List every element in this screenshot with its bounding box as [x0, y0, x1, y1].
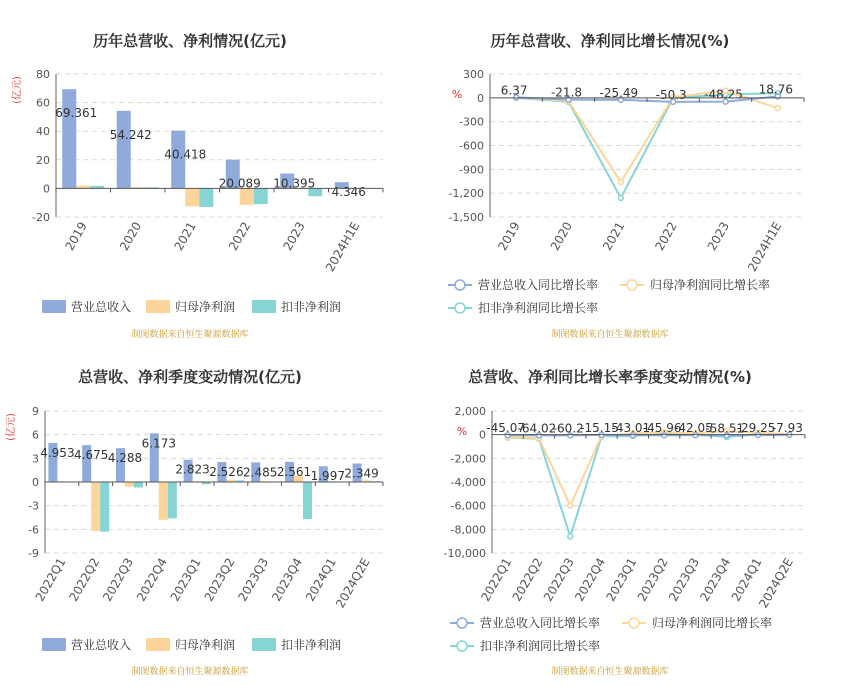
y-tick-label: 80	[36, 68, 50, 81]
bar-3-2022Q4	[168, 482, 177, 518]
data-label: 4.288	[107, 451, 143, 466]
x-tick-label: 2022Q1	[32, 555, 69, 604]
x-tick-label: 2019	[495, 219, 523, 253]
y-tick-label: -8,000	[450, 523, 486, 537]
y-tick-label: 9	[32, 405, 39, 418]
data-label: 18.76	[758, 82, 794, 97]
x-tick-label: 2022Q3	[540, 555, 577, 604]
y-axis-unit: %	[451, 88, 463, 101]
x-tick-label: 2023	[280, 219, 308, 253]
legend-swatch	[146, 300, 170, 313]
y-tick-label: 3	[32, 452, 39, 466]
y-tick-label: 20	[36, 153, 50, 167]
y-tick-label: -300	[459, 115, 484, 129]
x-tick-label: 2019	[62, 219, 90, 253]
x-tick-label: 2024H1E	[322, 219, 363, 274]
data-label: 2.485	[243, 465, 278, 480]
y-tick-label: 6	[32, 428, 39, 442]
x-tick-label: 2022Q3	[100, 555, 137, 604]
x-tick-label: 2024Q2E	[756, 555, 796, 611]
y-tick-label: 2,000	[454, 405, 486, 418]
chart-title: 历年总营收、净利同比增长情况(%)	[490, 32, 730, 50]
data-label: 69.361	[55, 106, 98, 121]
data-label: -29.25	[736, 421, 776, 436]
x-tick-label: 2023Q1	[603, 555, 640, 604]
data-label: -60.2	[552, 421, 584, 436]
data-label: 4.953	[40, 445, 75, 460]
data-label: -45.96	[642, 421, 682, 436]
y-tick-label: -1,200	[448, 187, 484, 201]
y-tick-label: 0	[43, 182, 50, 196]
bar-1-2019	[62, 89, 76, 188]
x-tick-label: 2020	[116, 219, 145, 253]
x-tick-label: 2022	[225, 219, 254, 253]
bar-2-2021	[185, 188, 199, 206]
chart-panel-4	[444, 368, 805, 677]
y-axis-unit: (亿元)	[6, 413, 17, 441]
data-label: -45.07	[486, 421, 525, 436]
x-tick-label: 2023Q2	[634, 555, 671, 604]
y-tick-label: 0	[479, 428, 486, 442]
x-tick-label: 2022Q4	[572, 555, 609, 604]
legend-swatch-marker	[455, 303, 465, 313]
y-axis-unit: (亿元)	[12, 76, 23, 104]
legend-swatch	[42, 638, 66, 651]
source-note: 制图数据来自恒生聚源数据库	[131, 330, 249, 340]
x-tick-label: 2022Q2	[66, 555, 103, 604]
y-tick-label: 0	[477, 91, 484, 105]
x-tick-label: 2021	[600, 219, 628, 253]
data-label: -43.01	[611, 421, 651, 436]
series-point-3	[618, 195, 623, 200]
legend-label: 归母净利润	[175, 638, 236, 652]
bar-3-2022Q3	[134, 482, 143, 488]
chart-title: 总营收、净利季度变动情况(亿元)	[78, 368, 302, 386]
x-tick-label: 2021	[171, 219, 199, 253]
chart-panel-3	[4, 368, 383, 677]
series-line-3	[508, 434, 790, 536]
data-label: -21.8	[550, 85, 583, 100]
x-tick-label: 2020	[547, 219, 576, 253]
bar-2-2022	[240, 188, 254, 204]
series-point-2	[618, 180, 623, 185]
data-label: 2.823	[175, 462, 210, 477]
x-tick-label: 2023Q3	[666, 555, 703, 604]
y-tick-label: -4,000	[450, 476, 486, 489]
chart-title: 历年总营收、净利情况(亿元)	[93, 32, 287, 50]
bar-3-2022	[254, 188, 268, 204]
data-label: 6.37	[500, 83, 528, 98]
data-label: -25.49	[599, 85, 639, 100]
legend-label: 营业总收入同比增长率	[480, 616, 601, 630]
data-label: 4.675	[74, 448, 109, 463]
legend-swatch	[252, 638, 276, 651]
legend-swatch	[42, 300, 66, 313]
legend-label: 营业总收入	[71, 638, 132, 652]
x-tick-label: 2022Q2	[509, 555, 546, 604]
y-tick-label: -600	[459, 139, 484, 153]
y-tick-label: -6	[28, 523, 39, 537]
legend-label: 归母净利润同比增长率	[650, 278, 771, 292]
x-tick-label: 2024H1E	[744, 219, 785, 274]
x-tick-label: 2023Q1	[167, 555, 204, 604]
data-label: 2.526	[209, 465, 244, 480]
x-tick-label: 2023Q3	[235, 555, 272, 604]
x-tick-label: 2022Q1	[478, 555, 515, 604]
data-label: 2.349	[344, 466, 379, 481]
bar-2-2022Q2	[91, 482, 100, 531]
data-label: -7.93	[771, 420, 803, 435]
data-label: 2.561	[276, 464, 312, 479]
legend-label: 扣非净利润同比增长率	[478, 301, 599, 315]
data-label: 1.997	[310, 469, 345, 484]
y-tick-label: -900	[459, 163, 484, 177]
data-label: -58.51	[705, 421, 745, 436]
legend-swatch	[252, 300, 276, 313]
bar-2-2022Q4	[159, 482, 168, 520]
data-label: 4.346	[331, 185, 366, 200]
y-tick-label: 40	[36, 125, 50, 139]
y-tick-label: -2,000	[450, 452, 486, 466]
legend-label: 归母净利润	[175, 300, 236, 314]
legend-swatch-marker	[627, 280, 637, 290]
bar-2-2022Q3	[125, 482, 134, 487]
x-tick-label: 2024Q1	[728, 555, 765, 604]
x-tick-label: 2022Q4	[133, 555, 170, 604]
legend-label: 扣非净利润	[281, 638, 342, 652]
legend-swatch-marker	[457, 618, 467, 628]
data-label: 10.395	[273, 176, 316, 191]
y-tick-label: -6,000	[450, 499, 486, 513]
x-tick-label: 2023	[704, 219, 733, 253]
y-tick-label: 60	[36, 96, 50, 110]
bar-3-2023Q4	[303, 482, 312, 519]
chart-panel-2	[448, 32, 804, 340]
x-tick-label: 2023Q4	[269, 555, 306, 604]
legend-swatch-marker	[455, 280, 465, 290]
y-tick-label: 0	[32, 476, 39, 489]
y-tick-label: 300	[463, 68, 484, 81]
legend-label: 营业总收入	[71, 300, 132, 314]
y-tick-label: -3	[28, 499, 39, 513]
data-label: -48.25	[704, 87, 743, 102]
source-note: 制图数据来自恒生聚源数据库	[131, 667, 249, 677]
y-tick-label: -20	[32, 211, 50, 224]
legend-label: 营业总收入同比增长率	[478, 278, 599, 292]
y-axis-unit: %	[456, 425, 468, 438]
x-tick-label: 2023Q2	[201, 555, 238, 604]
series-point-3	[568, 534, 573, 539]
x-tick-label: 2024Q2E	[332, 555, 373, 611]
chart-panel-1	[10, 32, 383, 340]
x-tick-label: 2022	[652, 219, 680, 253]
legend-swatch-marker	[457, 641, 467, 651]
source-note: 制图数据来自恒生聚源数据库	[551, 667, 669, 677]
legend-label: 扣非净利润	[281, 300, 342, 314]
data-label: 6.173	[141, 436, 176, 451]
series-line-2	[516, 91, 778, 182]
x-tick-label: 2024Q1	[302, 555, 339, 604]
legend-label: 扣非净利润同比增长率	[480, 639, 601, 653]
y-tick-label: -9	[28, 547, 39, 560]
chart-title: 总营收、净利同比增长率季度变动情况(%)	[468, 368, 752, 386]
legend-swatch-marker	[629, 618, 639, 628]
data-label: -50.3	[655, 87, 687, 102]
series-point-2	[775, 106, 780, 111]
data-label: 40.418	[164, 147, 207, 162]
series-point-2	[568, 503, 573, 508]
y-tick-label: -10,000	[443, 547, 486, 560]
source-note: 制图数据来自恒生聚源数据库	[551, 330, 669, 340]
data-label: -42.05	[674, 421, 713, 436]
data-label: 20.089	[218, 176, 261, 191]
legend-label: 归母净利润同比增长率	[652, 616, 773, 630]
data-label: 54.242	[109, 127, 152, 142]
bar-1-2020	[117, 111, 131, 189]
legend-swatch	[146, 638, 170, 651]
series-line-2	[508, 431, 790, 506]
y-tick-label: -1,500	[448, 211, 484, 224]
bar-3-2021	[199, 188, 213, 207]
x-tick-label: 2023Q4	[697, 555, 734, 604]
data-label: -15.15	[580, 420, 619, 435]
bar-3-2022Q2	[100, 482, 109, 532]
data-label: -64.02	[517, 421, 557, 436]
